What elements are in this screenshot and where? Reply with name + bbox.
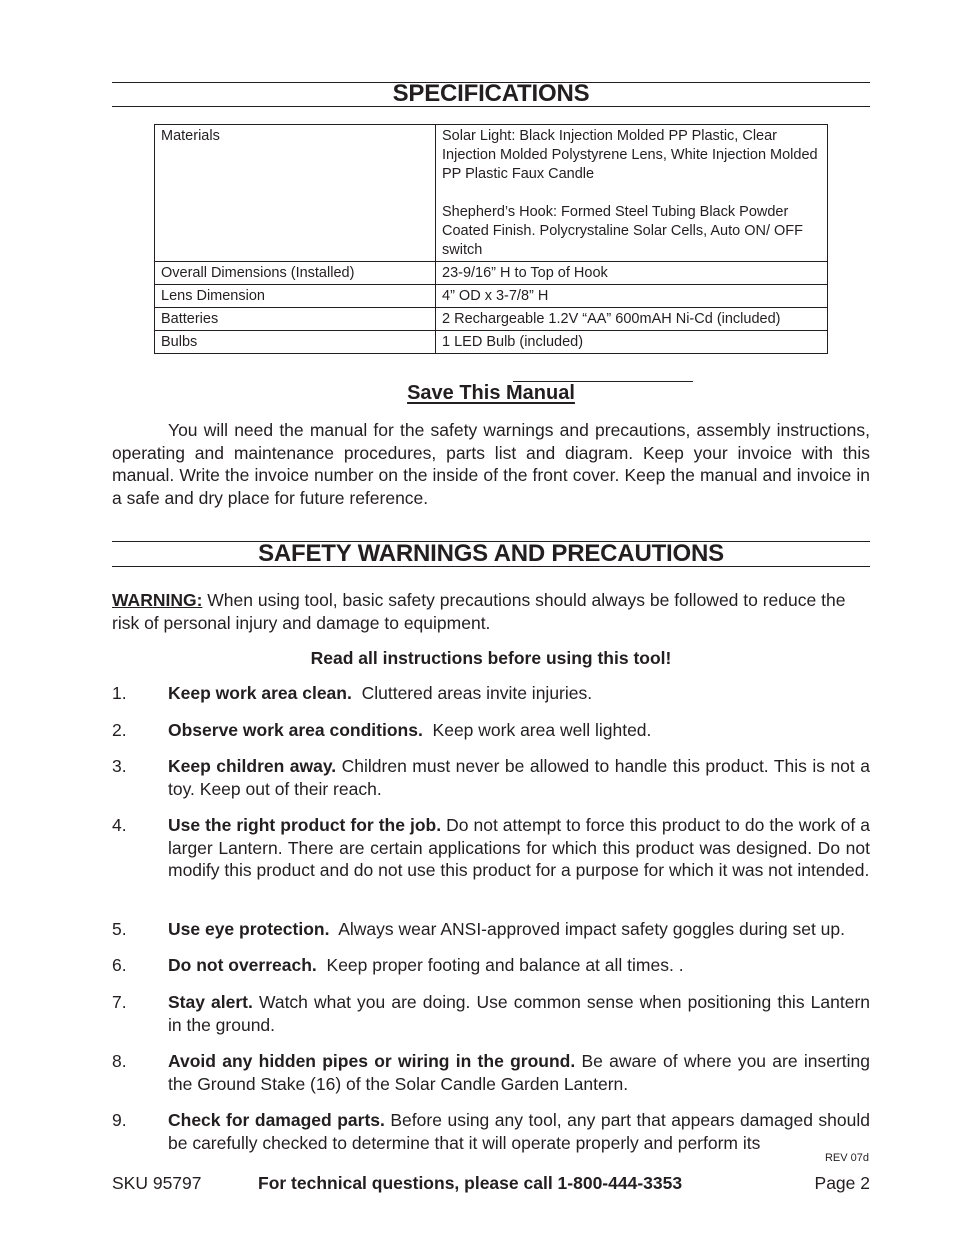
list-item	[112, 682, 870, 705]
list-item	[112, 719, 870, 742]
item-text: Keep proper footing and balance at all times. .	[316, 955, 684, 975]
spec-value	[436, 125, 828, 262]
save-manual-paragraph: You will need the manual for the safety warnings and precautions, assembly instructions, operating and maintenance procedures, parts list and diagram. Keep your invoice with this manual. Write the invoice number on the inside of the front cover. Keep the manual and invoice in a safe and dry place for future reference.	[112, 420, 870, 508]
item-number: 3.	[112, 756, 127, 776]
item-lead: Stay alert.	[168, 992, 253, 1012]
item-lead: Do not overreach.	[168, 955, 317, 975]
warning-text: When using tool, basic safety precautions should always be followed to reduce the risk of personal injury and damage to equipment.	[112, 590, 846, 633]
item-lead: Keep work area clean.	[168, 683, 352, 703]
spec-value: 23-9/16” H to Top of Hook	[436, 262, 828, 285]
table-row	[155, 125, 828, 262]
spec-label: Bulbs	[155, 331, 436, 354]
item-text: Cluttered areas invite injuries.	[351, 683, 593, 703]
item-text: Do not attempt to force this product to do the work of a larger Lantern. There are certain applications for which this product was designed. Do not modify this product and do not use this product for a purpose for which it was not intended.	[168, 815, 870, 880]
item-number: 5.	[112, 919, 127, 939]
list-item	[112, 918, 870, 941]
item-text: Always wear ANSI-approved impact safety goggles during set up.	[329, 919, 846, 939]
footer-tech-support: For technical questions, please call 1-800-444-3353	[258, 1173, 683, 1193]
table-row	[155, 331, 828, 354]
safety-bottom-rule	[112, 566, 870, 567]
spec-value: 1 LED Bulb (included)	[436, 331, 828, 354]
table-row	[155, 285, 828, 308]
spec-value-paragraph: Shepherd’s Hook: Formed Steel Tubing Black Powder Coated Finish. Polycrystaline Solar Cells, Auto ON/ OFF switch	[442, 204, 804, 258]
item-text: Be aware of where you are inserting the Ground Stake (16) of the Solar Candle Garden Lantern.	[168, 1051, 870, 1094]
list-item	[112, 755, 870, 800]
item-lead: Keep children away.	[168, 756, 337, 776]
item-number: 1.	[112, 683, 127, 703]
item-lead: Observe work area conditions.	[168, 720, 423, 740]
spec-value: 2 Rechargeable 1.2V “AA” 600mAH Ni-Cd (included)	[436, 308, 828, 331]
safety-heading: SAFETY WARNINGS AND PRECAUTIONS	[258, 540, 724, 567]
spec-label: Batteries	[155, 308, 436, 331]
spec-value: 4” OD x 3-7/8” H	[436, 285, 828, 308]
item-text: Keep work area well lighted.	[422, 720, 652, 740]
item-lead: Use the right product for the job.	[168, 815, 442, 835]
warning-paragraph	[112, 589, 870, 634]
read-all-instructions: Read all instructions before using this tool!	[310, 648, 672, 668]
footer-page-number: Page 2	[814, 1173, 870, 1193]
item-number: 6.	[112, 955, 127, 975]
save-manual-overline	[513, 381, 693, 382]
list-item	[112, 1050, 870, 1095]
spec-value-paragraph: Solar Light: Black Injection Molded PP Plastic, Clear Injection Molded Polystyrene Lens, White Injection Molded PP Plastic Faux Candle	[442, 128, 818, 182]
spec-label: Lens Dimension	[155, 285, 436, 308]
specifications-table	[154, 124, 828, 354]
list-item	[112, 1109, 870, 1154]
footer-sku: SKU 95797	[112, 1173, 202, 1193]
item-number: 2.	[112, 720, 127, 740]
item-number: 4.	[112, 815, 127, 835]
item-text: Children must never be allowed to handle this product. This is not a toy. Keep out of their reach.	[168, 756, 870, 799]
revision-label: REV 07d	[824, 1152, 869, 1164]
spec-label: Overall Dimensions (Installed)	[155, 262, 436, 285]
warning-label: WARNING:	[112, 590, 203, 610]
item-text: Before using any tool, any part that appears damaged should be carefully checked to determine that it will operate properly and perform its	[168, 1110, 871, 1153]
item-lead: Check for damaged parts.	[168, 1110, 385, 1130]
item-text: Watch what you are doing. Use common sense when positioning this Lantern in the ground.	[168, 992, 871, 1035]
item-number: 8.	[112, 1051, 127, 1071]
list-item	[112, 814, 870, 882]
table-row	[155, 308, 828, 331]
item-number: 9.	[112, 1110, 127, 1130]
spec-label: Materials	[155, 125, 436, 262]
specifications-heading: SPECIFICATIONS	[392, 80, 590, 107]
table-row	[155, 262, 828, 285]
spec-bottom-rule	[112, 106, 870, 107]
save-manual-heading-wrap	[112, 381, 870, 405]
item-number: 7.	[112, 992, 127, 1012]
item-lead: Use eye protection.	[168, 919, 330, 939]
save-manual-heading: Save This Manual	[407, 382, 575, 404]
list-item	[112, 991, 870, 1036]
list-item	[112, 954, 870, 977]
item-lead: Avoid any hidden pipes or wiring in the ground.	[168, 1051, 576, 1071]
